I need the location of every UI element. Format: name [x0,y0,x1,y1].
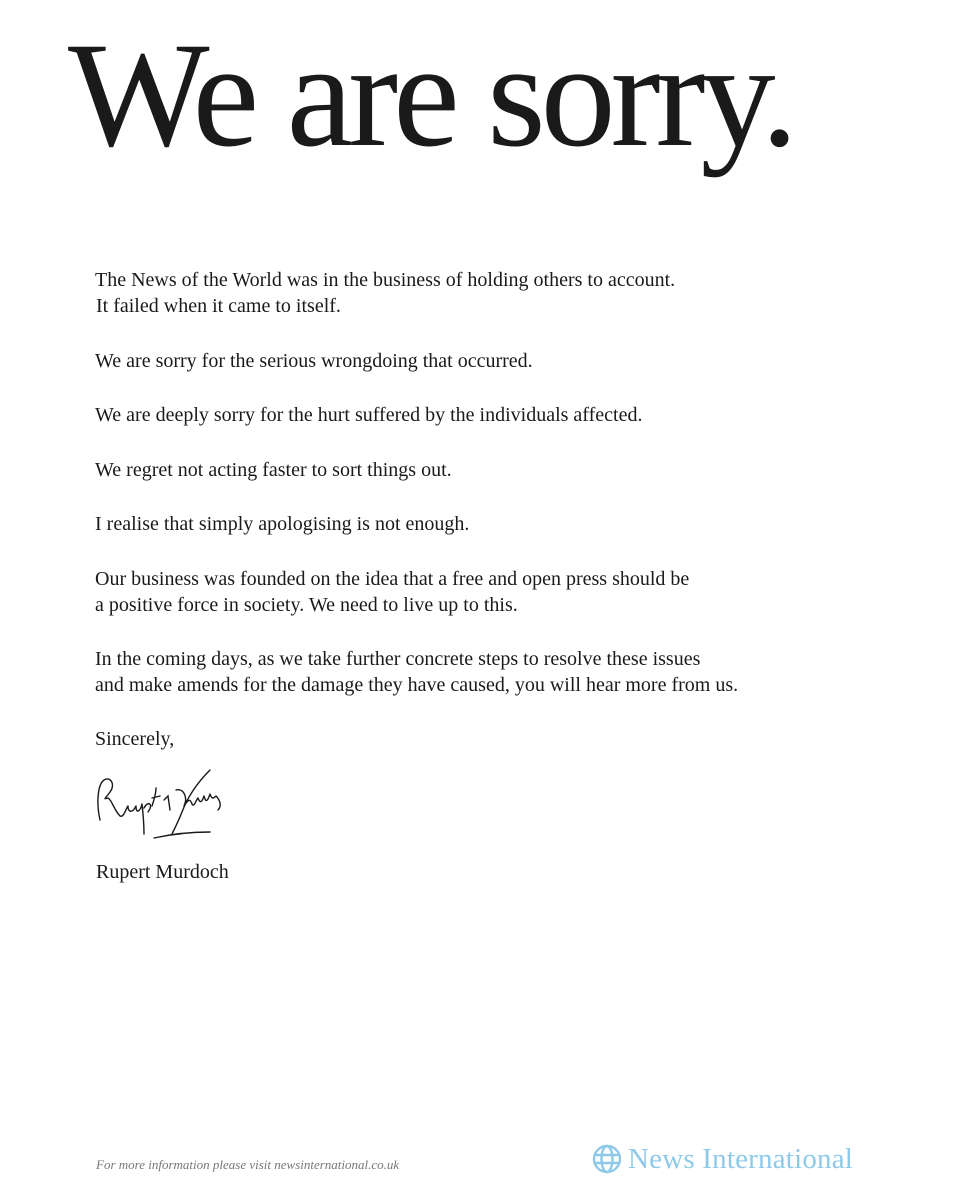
paragraph-6 [95,566,855,618]
paragraph-7 [95,646,855,698]
paragraph-1 [95,267,855,319]
paragraph-4 [95,457,855,483]
closing-text: Sincerely, [95,728,175,750]
paragraph-line: I realise that simply apologising is not enough. [95,513,470,535]
paragraph-line: a positive force in society. We need to live up to this. [95,594,518,616]
signer-name: Rupert Murdoch [96,861,229,883]
brand-logo [592,1141,853,1177]
paragraph-line: It failed when it came to itself. [96,295,341,317]
paragraph-line: The News of the World was in the business of holding others to account. [95,269,676,291]
paragraph-3 [95,402,855,428]
paragraph-line: In the coming days, as we take further concrete steps to resolve these issues [95,648,701,670]
paragraph-line: Our business was founded on the idea that a free and open press should be [95,568,690,590]
brand-name: News International [628,1142,854,1175]
signature [92,760,232,840]
paragraph-line: We regret not acting faster to sort things out. [95,459,452,481]
paragraph-line: We are sorry for the serious wrongdoing that occurred. [95,350,533,372]
globe-icon [592,1144,622,1174]
paragraph-line: We are deeply sorry for the hurt suffered by the individuals affected. [95,404,643,426]
paragraph-5 [95,511,855,537]
paragraph-line: and make amends for the damage they have caused, you will hear more from us. [95,674,739,696]
paragraph-2 [95,348,855,374]
footer-info: For more information please visit newsinternational.co.uk [96,1157,400,1172]
closing [95,726,855,752]
headline: We are sorry. [68,12,794,178]
